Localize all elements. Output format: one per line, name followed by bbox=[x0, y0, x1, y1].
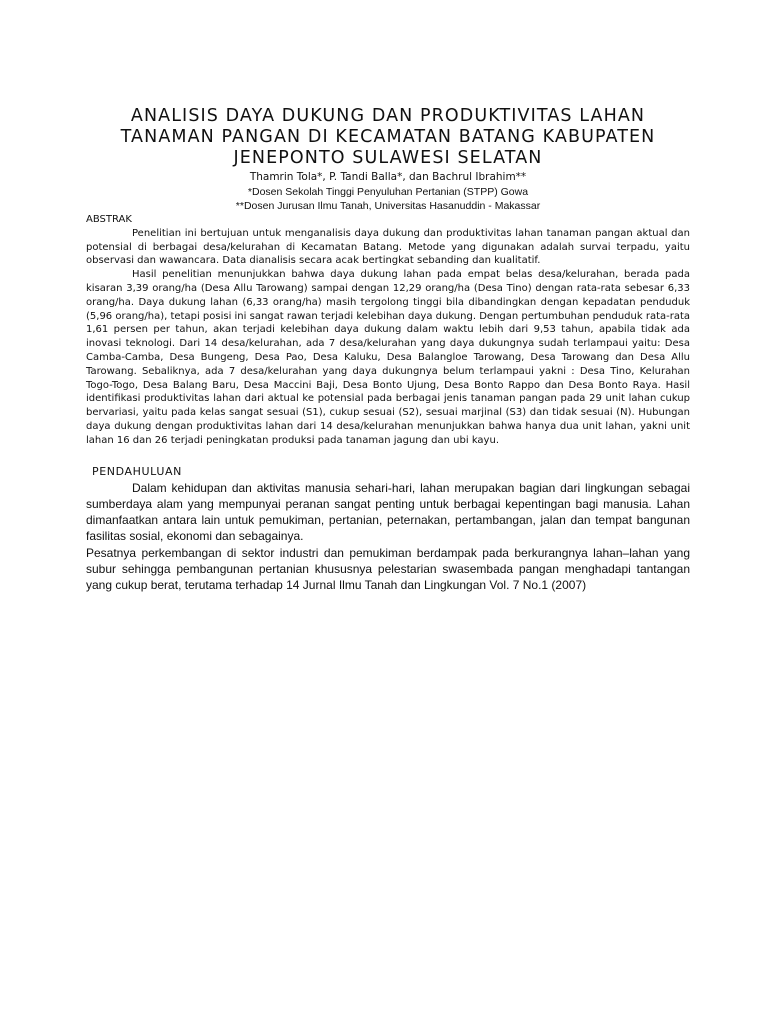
abstract-heading: ABSTRAK bbox=[86, 214, 132, 225]
paper-content bbox=[86, 106, 690, 594]
abstract-paragraph: Hasil penelitian menunjukkan bahwa daya dukung lahan pada empat belas desa/kelurahan, berada pada kisaran 3,39 orang/ha (Desa Allu Tarowang) sampai dengan 12,29 orang/ha (Desa Tino) dengan rata-rata sebesar 6,33 orang/ha. Daya dukung lahan (6,33 orang/ha) masih tergolong tinggi bila dibandingkan dengan kepadatan penduduk (5,96 orang/ha), tetapi posisi ini sangat rawan terjadi kelebihan daya dukung. Dengan pertumbuhan penduduk rata-rata 1,61 persen per tahun, akan terjadi kelebihan daya dukung dalam waktu lebih dari 9,53 tahun, apabila tidak ada inovasi teknologi. Dari 14 desa/kelurahan, ada 7 desa/kelurahan yang daya dukungnya sudah terlampaui yaitu: Desa Camba-Camba, Desa Bungeng, Desa Pao, Desa Kaluku, Desa Balangloe Tarowang, Desa Tarowang dan Desa Allu Tarowang. Sebaliknya, ada 7 desa/kelurahan yang daya dukungnya belum terlampaui yakni : Desa Tino, Kelurahan Togo-Togo, Desa Balang Baru, Desa Maccini Baji, Desa Bonto Ujung, Desa Bonto Rappo dan Desa Bonto Raya. Hasil identifikasi produktivitas lahan dari aktual ke potensial pada berbagai jenis tanaman pangan pada 29 unit lahan cukup bervariasi, yaitu pada kelas sangat sesuai (S1), cukup sesuai (S2), sesuai marjinal (S3) dan tidak sesuai (N). Hubungan daya dukung dengan produktivitas lahan dari 14 desa/kelurahan menunjukkan bahwa hanya dua unit lahan, yakni unit lahan 16 dan 26 terjadi peningkatan produksi pada tanaman jagung dan ubi kayu. bbox=[86, 269, 691, 446]
paper-title: ANALISIS DAYA DUKUNG DAN PRODUKTIVITAS LAHAN TANAMAN PANGAN DI KECAMATAN BATANG KABUPATEN JENEPONTO SULAWESI SELATAN bbox=[120, 106, 656, 168]
body-paragraph: Pesatnya perkembangan di sektor industri dan pemukiman berdampak pada berkurangnya lahan–lahan yang subur sehingga pembangunan pertanian khususnya pelestarian swasembada pangan menghadapi tantangan yang cukup berat, terutama terhadap 14 Jurnal Ilmu Tanah dan Lingkungan Vol. 7 No.1 (2007) bbox=[86, 545, 690, 593]
abstract-section bbox=[86, 213, 690, 448]
section-heading-introduction: PENDAHULUAN bbox=[92, 464, 182, 478]
body-paragraph: Dalam kehidupan dan aktivitas manusia sehari-hari, lahan merupakan bagian dari lingkungan sebagai sumberdaya alam yang mempunyai peranan sangat penting untuk berbagai kepentingan bagi manusia. Lahan dimanfaatkan antara lain untuk pemukiman, pertanian, peternakan, pertambangan, jalan dan tempat bangunan fasilitas sosial, ekonomi dan sebagainya. bbox=[86, 480, 690, 544]
abstract-paragraph: Penelitian ini bertujuan untuk menganalisis daya dukung dan produktivitas lahan tanaman pangan aktual dan potensial di berbagai desa/kelurahan di Kecamatan Batang. Metode yang digunakan adalah survai terpadu, yaitu observasi dan wawancara. Data dianalisis secara acak bertingkat sebanding dan kualitatif. bbox=[86, 227, 690, 267]
author-list: Thamrin Tola*, P. Tandi Balla*, dan Bachrul Ibrahim** bbox=[249, 171, 527, 183]
affiliation-1: *Dosen Sekolah Tinggi Penyuluhan Pertanian (STPP) Gowa bbox=[247, 186, 529, 198]
introduction-section bbox=[86, 480, 690, 594]
affiliation-2: **Dosen Jurusan Ilmu Tanah, Universitas Hasanuddin - Makassar bbox=[235, 200, 541, 212]
